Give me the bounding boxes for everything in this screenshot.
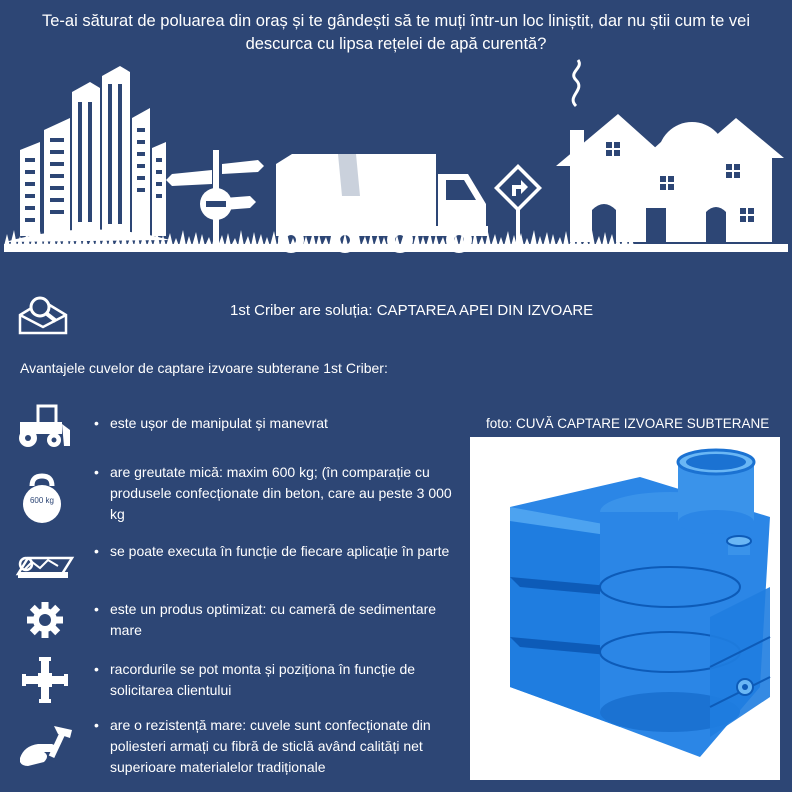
spring-tank-illustration <box>470 437 780 780</box>
photo-caption: foto: CUVĂ CAPTARE IZVOARE SUBTERANE <box>486 416 770 431</box>
advantages-title: Avantajele cuvelor de captare izvoare subterane 1st Criber: <box>20 360 388 376</box>
city-buildings-icon <box>5 66 170 242</box>
solution-title: 1st Criber are soluția: CAPTAREA APEI DIN IZVOARE <box>230 302 594 319</box>
tractor-icon <box>14 400 76 450</box>
scene-illustration <box>0 58 792 268</box>
kettlebell-icon <box>14 470 70 526</box>
feature-item-4: • este un produs optimizat: cu cameră de sedimentare mare <box>110 599 460 641</box>
kettlebell-weight-label: 600 kg <box>29 496 55 505</box>
headline-line-1: Te-ai săturat de poluarea din oraș și te gândești să te muți într-un loc liniștit, dar nu știi cum te vei <box>41 12 750 30</box>
envelope-magnifier-icon <box>18 293 68 335</box>
feature-item-1: • este ușor de manipulat și manevrat <box>110 413 460 434</box>
feature-item-3: • se poate executa în funcție de fiecare aplicație în parte <box>110 541 460 562</box>
hand-hammer-icon <box>14 722 76 772</box>
feature-item-2: • are greutate mică: maxim 600 kg; (în comparație cu produsele confecționate din beton, care au peste 3 000 kg <box>110 462 460 525</box>
feature-item-6: • are o rezistență mare: cuvele sunt confecționate din poliesteri armați cu fibră de sticlă având calități net superioare materialelor tradiționale <box>110 715 460 778</box>
gear-icon <box>14 595 76 645</box>
tank-photo <box>470 437 780 780</box>
headline <box>10 10 782 56</box>
blueprint-icon <box>14 540 76 590</box>
pipe-fittings-icon <box>14 655 76 705</box>
houses-icon <box>556 60 784 242</box>
feature-item-5: • racordurile se pot monta și poziționa în funcție de solicitarea clientului <box>110 659 460 701</box>
headline-line-2: descurca cu lipsa rețelei de apă curentă? <box>245 35 547 53</box>
